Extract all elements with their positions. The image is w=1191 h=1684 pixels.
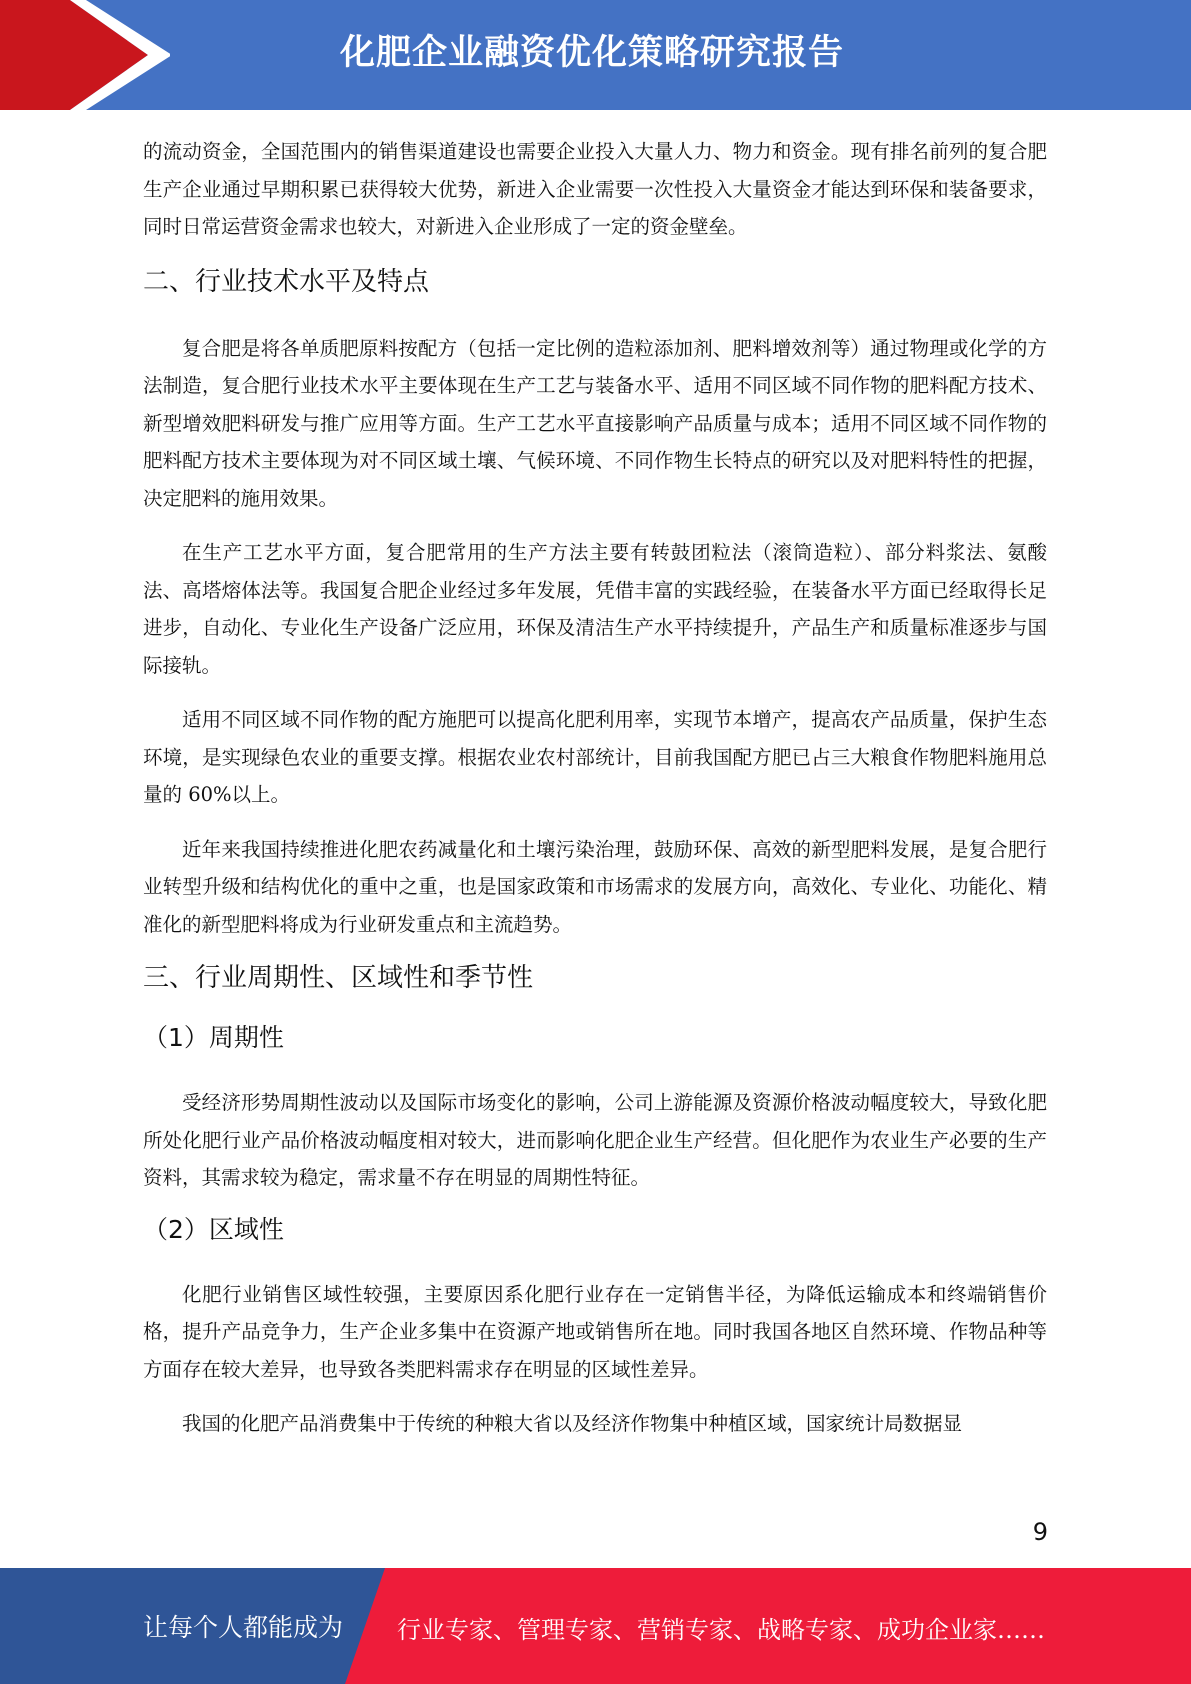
footer-slogan-left: 让每个人都能成为 (143, 1613, 344, 1642)
paragraph: 近年来我国持续推进化肥农药减量化和土壤污染治理，鼓励环保、高效的新型肥料发展，是复合肥行业转型升级和结构优化的重中之重，也是国家政策和市场需求的发展方向，高效化、专业化、功能化、精准化的新型肥料将成为行业研发重点和主流趋势。 (143, 837, 1047, 936)
document-body (143, 133, 1047, 1443)
section-heading-2: 二、行业技术水平及特点 (143, 266, 430, 297)
report-title: 化肥企业融资优化策略研究报告 (340, 33, 845, 73)
paragraph: 适用不同区域不同作物的配方施肥可以提高化肥利用率，实现节本增产，提高农产品质量，保护生态环境，是实现绿色农业的重要支撑。根据农业农村部统计，目前我国配方肥已占三大粮食作物肥料施用总量的 60%以上。 (143, 708, 1047, 806)
page-footer (0, 1568, 1191, 1684)
paragraph-intro: 的流动资金，全国范围内的销售渠道建设也需要企业投入大量人力、物力和资金。现有排名前列的复合肥生产企业通过早期积累已获得较大优势，新进入企业需要一次性投入大量资金才能达到环保和装备要求，同时日常运营资金需求也较大，对新进入企业形成了一定的资金壁垒。 (143, 140, 1047, 238)
paragraph: 受经济形势周期性波动以及国际市场变化的影响，公司上游能源及资源价格波动幅度较大，导致化肥所处化肥行业产品价格波动幅度相对较大，进而影响化肥企业生产经营。但化肥作为农业生产必要的生产资料，其需求较为稳定，需求量不存在明显的周期性特征。 (143, 1091, 1047, 1189)
paragraph: 我国的化肥产品消费集中于传统的种粮大省以及经济作物集中种植区域，国家统计局数据显 (182, 1412, 963, 1435)
paragraph: 复合肥是将各单质肥原料按配方（包括一定比例的造粒添加剂、肥料增效剂等）通过物理或化学的方法制造，复合肥行业技术水平主要体现在生产工艺与装备水平、适用不同区域不同作物的肥料配方技术、新型增效肥料研发与推广应用等方面。生产工艺水平直接影响产品质量与成本；适用不同区域不同作物的肥料配方技术主要体现为对不同区域土壤、气候环境、不同作物生长特点的研究以及对肥料特性的把握，决定肥料的施用效果。 (143, 336, 1047, 510)
page-header (0, 0, 1191, 110)
section-heading-3: 三、行业周期性、区域性和季节性 (143, 963, 534, 993)
subsection-heading-cyclicality: （1）周期性 (143, 1023, 284, 1052)
paragraph: 化肥行业销售区域性较强，主要原因系化肥行业存在一定销售半径，为降低运输成本和终端销售价格，提升产品竞争力，生产企业多集中在资源产地或销售所在地。同时我国各地区自然环境、作物品种等方面存在较大差异，也导致各类肥料需求存在明显的区域性差异。 (143, 1282, 1047, 1381)
page-number: 9 (1032, 1518, 1048, 1546)
subsection-heading-regionality: （2）区域性 (143, 1214, 284, 1244)
header-red-block (0, 0, 160, 110)
paragraph: 在生产工艺水平方面，复合肥常用的生产方法主要有转鼓团粒法（滚筒造粒）、部分料浆法、氨酸法、高塔熔体法等。我国复合肥企业经过多年发展，凭借丰富的实践经验，在装备水平方面已经取得长足进步，自动化、专业化生产设备广泛应用，环保及清洁生产水平持续提升，产品生产和质量标准逐步与国际接轨。 (143, 541, 1047, 677)
footer-slogan-right: 行业专家、管理专家、营销专家、战略专家、成功企业家…… (397, 1616, 1045, 1644)
